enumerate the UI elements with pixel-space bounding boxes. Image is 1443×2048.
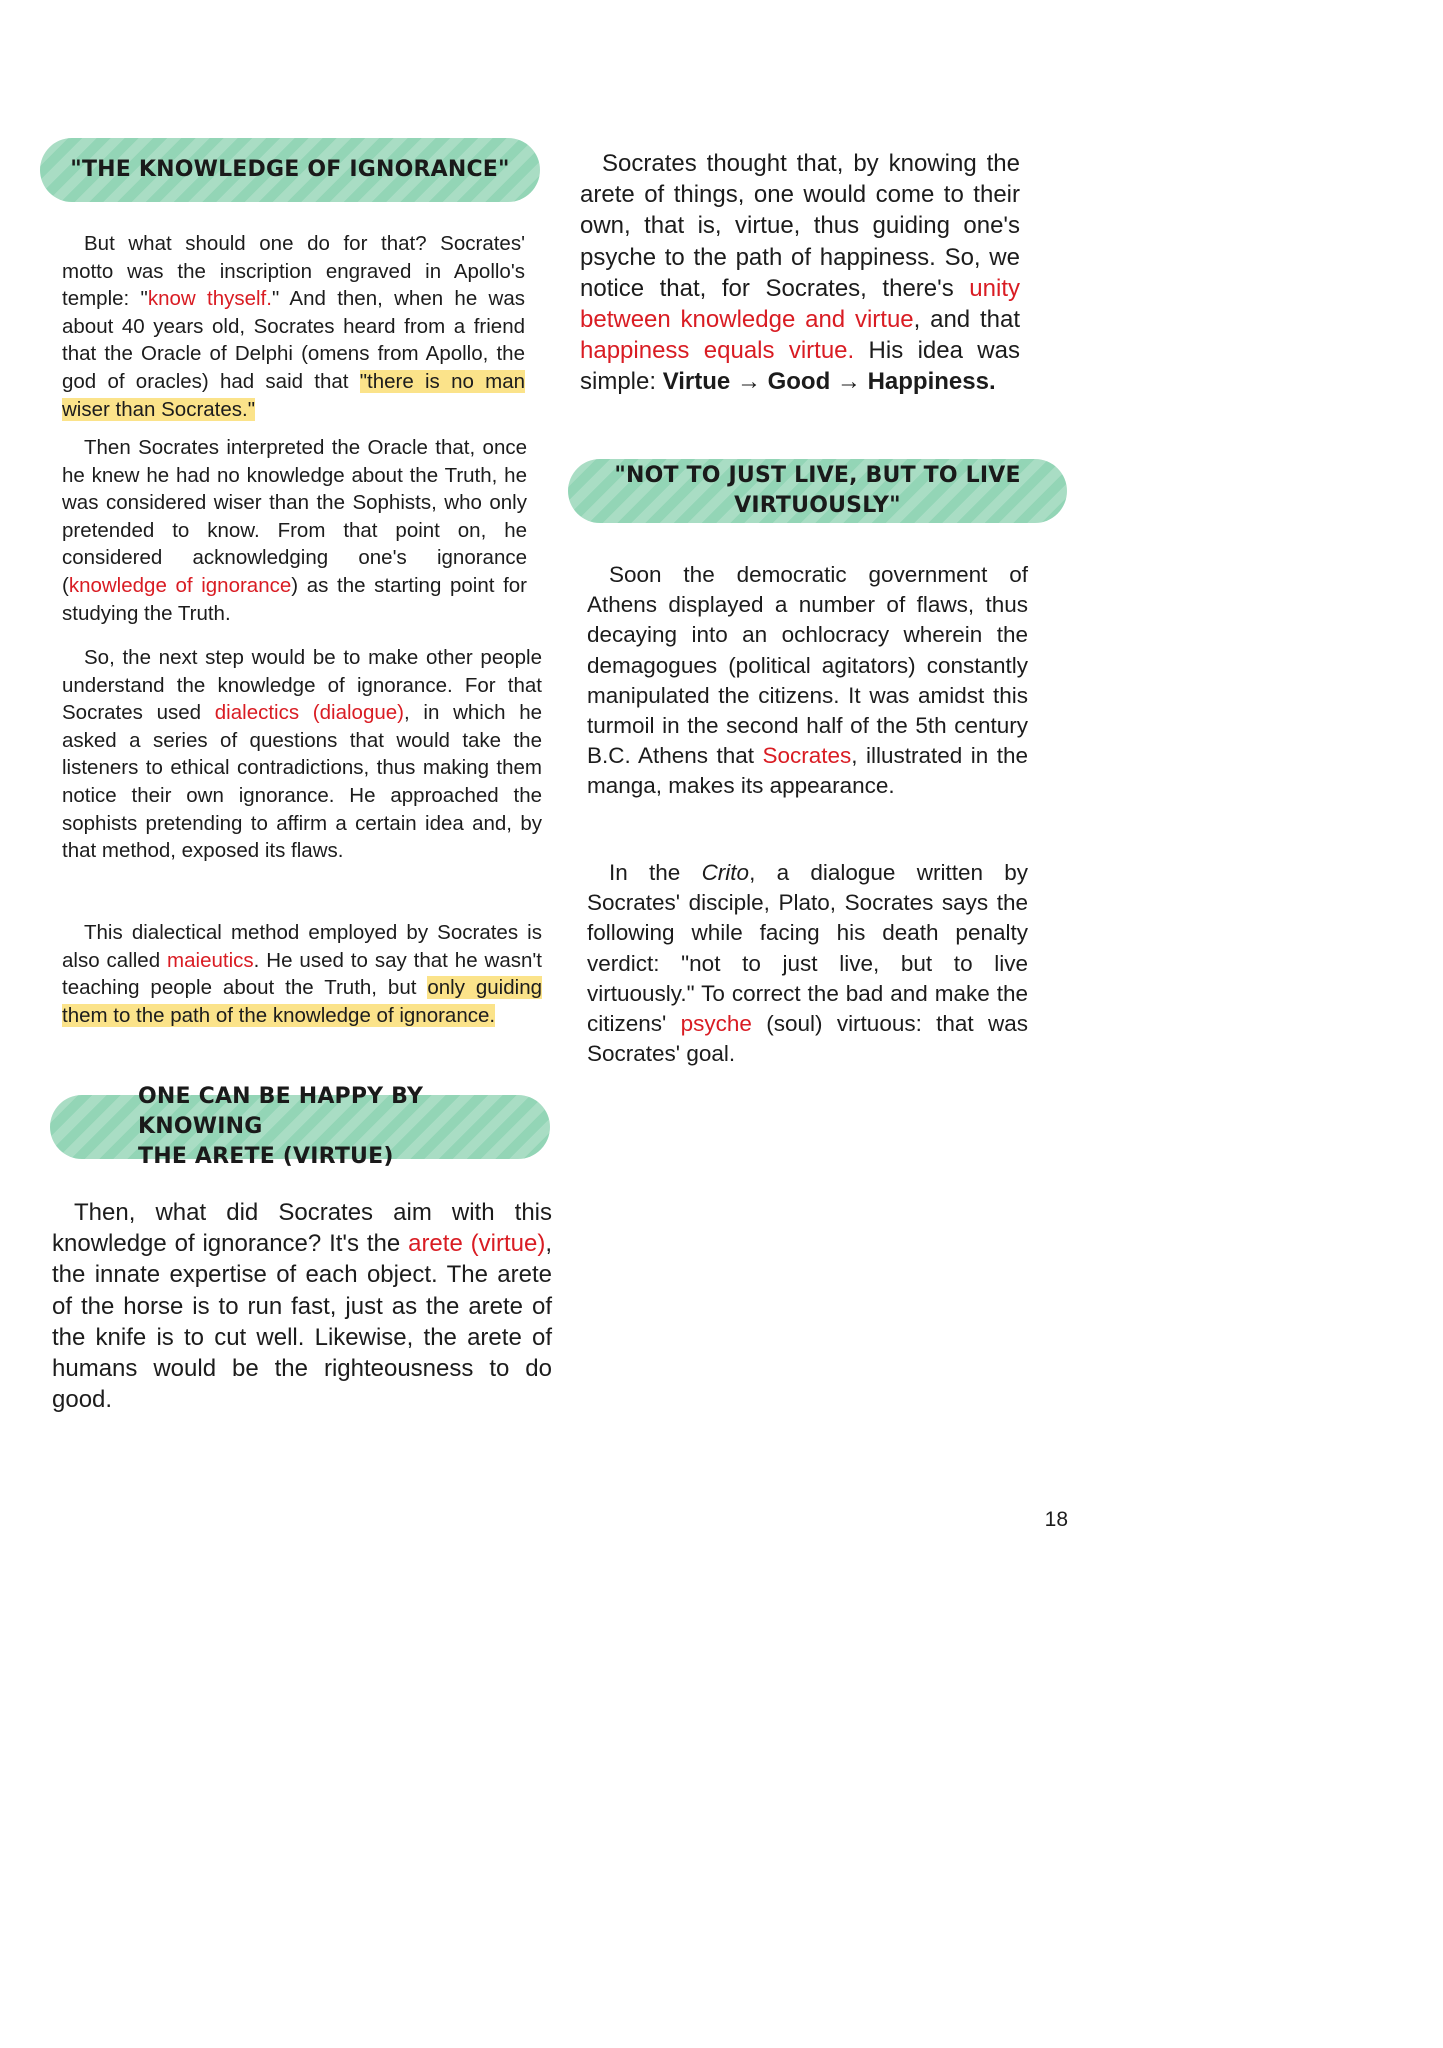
paragraph-dialectics: So, the next step would be to make other people understand the knowledge of ignorance. For that Socrates used dialectics (dialogue), in which he asked a series of questions that would take the listeners to ethical contradictions, thus making them notice their own ignorance. He approached the sophists pretending to affirm a certain idea and, by that method, exposed its flaws.	[62, 646, 542, 863]
section-heading-knowledge-of-ignorance	[40, 138, 540, 202]
paragraph-arete: Then, what did Socrates aim with this knowledge of ignorance? It's the arete (virtue), the innate expertise of each object. The arete of the horse is to run fast, just as the arete of the knife is to cut well. Likewise, the arete of humans would be the righteousness to do good.	[52, 1199, 552, 1414]
paragraph-crito: In the Crito, a dialogue written by Socrates' disciple, Plato, Socrates says the following while facing his death penalty verdict: "not to just live, but to live virtuously." To correct the bad and make the citizens' psyche (soul) virtuous: that was Socrates' goal.	[587, 860, 1029, 1067]
paragraph-virtue-happiness: Socrates thought that, by knowing the arete of things, one would come to their own, that is, virtue, thus guiding one's psyche to the path of happiness. So, we notice that, for Socrates, there's unity between knowledge and virtue, and that happiness equals virtue. His idea was simple: Virtue → Good → Happiness.	[580, 150, 1020, 396]
heading-text: "NOT TO JUST LIVE, BUT TO LIVE VIRTUOUSLY"	[614, 463, 1021, 518]
page-number: 18	[1044, 1508, 1068, 1531]
paragraph-interpretation: Then Socrates interpreted the Oracle that, once he knew he had no knowledge about the Truth, he was considered wiser than the Sophists, who only pretended to know. From that point on, he considered acknowledging one's ignorance (knowledge of ignorance) as the starting point for studying the Truth.	[62, 436, 527, 625]
paragraph-maieutics: This dialectical method employed by Socrates is also called maieutics. He used to say that he wasn't teaching people about the Truth, but only guiding them to the path of the knowledge of ignorance.	[62, 921, 543, 1027]
paragraph-athens: Soon the democratic government of Athens displayed a number of flaws, thus decaying into an ochlocracy wherein the demagogues (political agitators) constantly manipulated the citizens. It was amidst this turmoil in the second half of the 5th century B.C. Athens that Socrates, illustrated in the manga, makes its appearance.	[587, 562, 1028, 799]
paragraph-oracle: But what should one do for that? Socrates' motto was the inscription engraved in Apollo's temple: "know thyself." And then, when he was about 40 years old, Socrates heard from a friend that the Oracle of Delphi (omens from Apollo, the god of oracles) had said that "there is no man wiser than Socrates."	[62, 232, 526, 421]
section-heading-live-virtuously	[568, 459, 1067, 523]
section-heading-arete	[50, 1084, 550, 1169]
heading-text: "THE KNOWLEDGE OF IGNORANCE"	[70, 157, 510, 182]
heading-text: ONE CAN BE HAPPY BY KNOWING THE ARETE (VIRTUE)	[138, 1084, 424, 1169]
